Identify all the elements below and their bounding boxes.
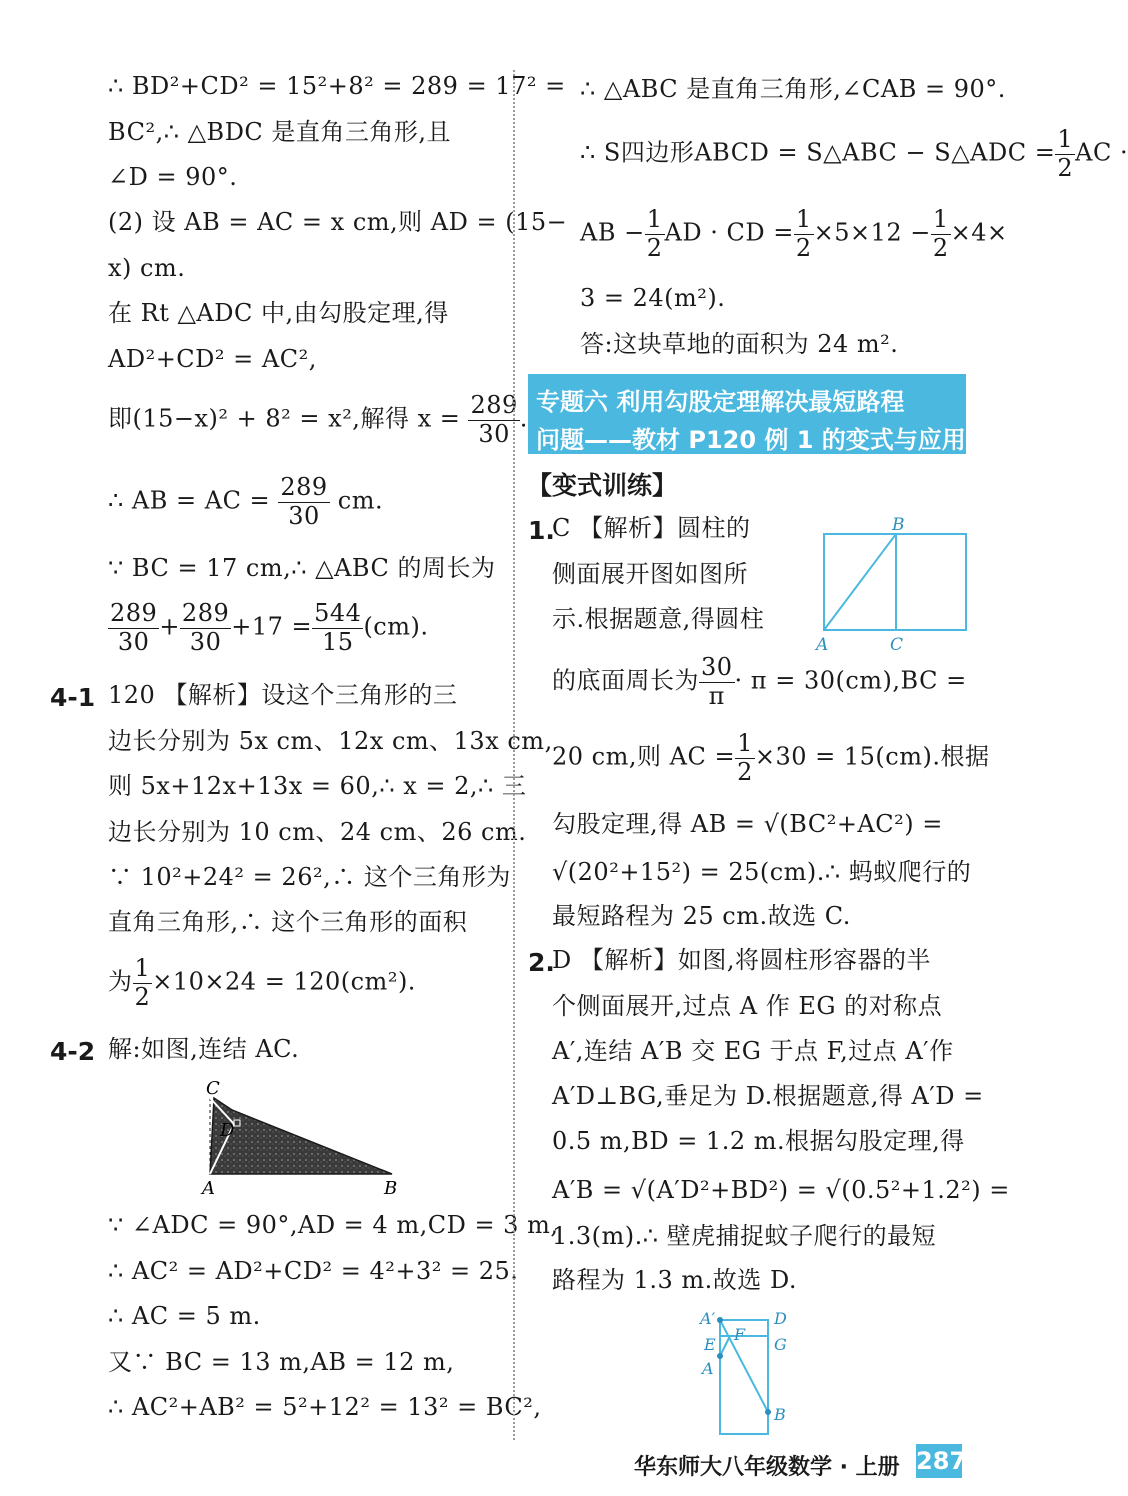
half-cylinder-figure [696,1306,806,1438]
text: (cm). [363,612,429,641]
label-a: A [702,1359,714,1378]
label-a: A [202,1178,215,1199]
line: ∵ BC = 17 cm,∴ △ABC 的周长为 [108,554,496,582]
line: ∴ AC² = AD²+CD² = 4²+3² = 25. [108,1257,519,1285]
numerator: 289 [110,599,158,627]
text: ×4× [950,218,1008,247]
numerator: 1 [646,205,663,233]
line-with-fraction: 即(15−x)² + 8² = x²,解得 x = $\frac{289}{30}$ . [108,391,528,448]
line: 个侧面展开,过点 A 作 EG 的对称点 [552,992,943,1020]
line: AD²+CD² = AC², [108,345,317,373]
denominator: 2 [134,982,151,1011]
line: 解:如图,连结 AC. [108,1035,300,1063]
line: ∴ AC²+AB² = 5²+12² = 13² = BC², [108,1393,542,1421]
line: 边长分别为 5x cm、12x cm、13x cm, [108,727,553,755]
fraction [108,600,159,656]
text: ×30 = 15(cm).根据 [754,742,990,771]
label-e: E [704,1335,716,1354]
page-number: 287 [916,1444,962,1478]
label-a-prime: A′ [700,1309,716,1328]
line: ∴ BD²+CD² = 15²+8² = 289 = 17² = [108,72,566,100]
line: ∠D = 90°. [108,163,238,191]
label-d: D [774,1309,787,1328]
line-with-fraction: $\frac{289}{30}$ + $\frac{289}{30}$ +17 = $\frac{544}{15}$ (cm). [110,599,429,656]
label-c: C [206,1078,220,1099]
text: ∴ AB = AC = [108,486,271,515]
text: AD · CD = [664,218,794,247]
fraction [1055,126,1075,182]
line: 示.根据题意,得圆柱 [552,605,765,633]
denominator: 2 [795,233,812,262]
label-b: B [892,515,905,535]
text: 为 [108,967,133,996]
segment-af [720,1336,730,1356]
denominator: 30 [478,419,510,448]
line: 在 Rt △ADC 中,由勾股定理,得 [108,299,449,327]
line: D 【解析】如图,将圆柱形容器的半 [552,946,931,974]
line: ∴ AC = 5 m. [108,1302,261,1330]
line: 最短路程为 25 cm.故选 C. [552,902,851,930]
line: A′,连结 A′B 交 EG 于点 F,过点 A′作 [552,1037,954,1065]
line: 120 【解析】设这个三角形的三 [108,681,458,709]
fraction [645,206,665,262]
fraction [180,600,231,656]
line: x) cm. [108,254,186,282]
fraction [794,206,814,262]
segment-ab [824,534,896,630]
line: A′D⊥BG,垂足为 D.根据题意,得 A′D = [552,1082,984,1110]
label-c: C [890,635,904,655]
point-a1 [717,1317,723,1323]
line-with-fraction [552,730,989,786]
line: 则 5x+12x+13x = 60,∴ x = 2,∴ 三 [108,772,527,800]
numerator: 1 [795,205,812,233]
question-number: 4-2 [50,1037,96,1066]
banner-title-line-2: 问题——教材 P120 例 1 的变式与应用 [536,426,966,454]
fraction [931,206,951,262]
line: 勾股定理,得 AB = √(BC²+AC²) = [552,810,943,838]
numerator: 1 [1057,125,1074,153]
denominator: 2 [737,757,753,786]
line: ∵ ∠ADC = 90°,AD = 4 m,CD = 3 m, [108,1211,559,1239]
text: ×5×12 − [813,218,931,247]
point-b [765,1409,771,1415]
line: 3 = 24(m²). [580,284,726,312]
line: 又∵ BC = 13 m,AB = 12 m, [108,1348,455,1376]
line: √(20²+15²) = 25(cm).∴ 蚂蚁爬行的 [552,858,972,886]
label-a: A [816,635,829,655]
denominator: 30 [288,501,320,530]
fraction [735,730,755,786]
line: 侧面展开图如图所 [552,560,748,588]
text: · π = 30(cm),BC = [734,666,967,695]
text: +17 = [231,612,313,641]
line: A′B = √(A′D²+BD²) = √(0.5²+1.2²) = [552,1176,1010,1204]
topic-banner [528,374,966,454]
text: 即(15−x)² + 8² = x²,解得 x = [108,404,461,433]
column-divider [513,70,515,1440]
line-with-fraction [108,955,416,1011]
question-number: 2. [528,948,555,977]
shaded-region [210,1098,392,1174]
denominator: 30 [117,627,150,656]
cylinder-net-figure [810,512,976,658]
denominator: 30 [189,627,222,656]
label-f: F [734,1325,746,1344]
book-title-footer: 华东师大八年级数学 · 上册 [634,1455,900,1480]
text: ×10×24 = 120(cm²). [152,967,416,996]
quadrilateral-figure [196,1074,408,1202]
section-heading: 【变式训练】 [527,471,678,500]
question-number: 1. [528,516,555,545]
label-g: G [774,1335,787,1354]
label-d: D [220,1120,235,1141]
numerator: 1 [737,729,753,757]
line: 直角三角形,∴ 这个三角形的面积 [108,908,468,936]
line-with-fraction [108,474,383,530]
text: ∴ S四边形ABCD = S△ABC − S△ADC = [580,138,1056,167]
denominator: 2 [646,233,663,262]
line-with-fraction [552,654,967,710]
text: cm. [337,486,384,515]
line: 路程为 1.3 m.故选 D. [552,1266,797,1294]
line: ∵ 10²+24² = 26²,∴ 这个三角形为 [108,863,511,891]
text: 的底面周长为 [552,666,699,695]
text: AB − [580,218,645,247]
numerator: 1 [932,205,949,233]
label-b: B [384,1178,398,1199]
line: 边长分别为 10 cm、24 cm、26 cm. [108,818,527,846]
denominator: 2 [932,233,949,262]
numerator: 289 [470,391,518,419]
denominator: 15 [322,627,354,656]
fraction [699,654,735,710]
line: BC²,∴ △BDC 是直角三角形,且 [108,118,452,146]
denominator: 2 [1057,153,1074,182]
numerator: 1 [134,954,151,982]
line: 1.3(m).∴ 壁虎捕捉蚊子爬行的最短 [552,1222,937,1250]
numerator: 289 [280,473,328,501]
numerator: 30 [701,653,733,681]
numerator: 289 [181,599,230,627]
line: 答:这块草地的面积为 24 m². [580,330,899,358]
line: 0.5 m,BD = 1.2 m.根据勾股定理,得 [552,1127,965,1155]
question-number: 4-1 [50,683,96,712]
line-with-fraction [580,206,1008,262]
fraction [133,955,153,1011]
line-with-fraction [580,126,1128,182]
text: 20 cm,则 AC = [552,742,736,771]
point-a [717,1353,723,1359]
banner-title-line-1: 专题六 利用勾股定理解决最短路程 [536,388,905,416]
line: C 【解析】圆柱的 [552,514,751,542]
line: ∴ △ABC 是直角三角形,∠CAB = 90°. [580,75,1006,103]
text: AC · [1075,138,1128,167]
label-b: B [774,1405,786,1424]
fraction [278,474,329,530]
numerator: 544 [314,599,362,627]
denominator: π [708,681,725,710]
fraction [312,600,363,656]
line: (2) 设 AB = AC = x cm,则 AD = (15− [108,208,568,236]
